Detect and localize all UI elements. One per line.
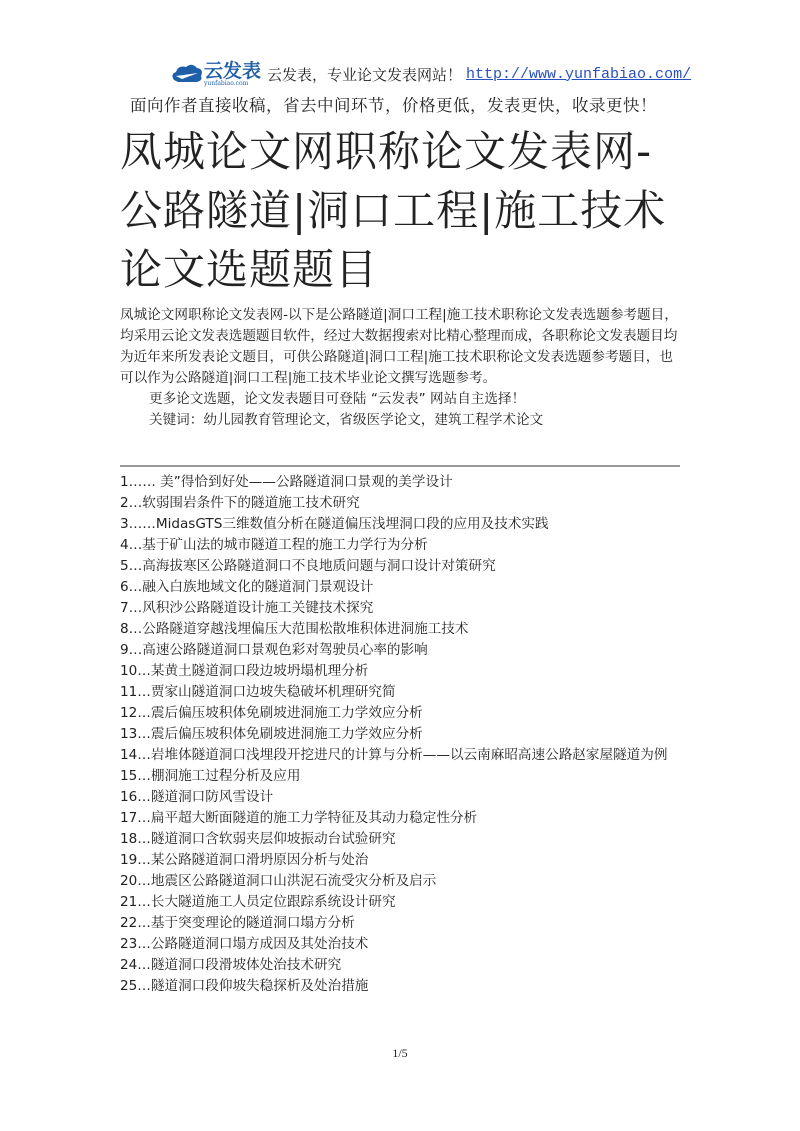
more-topics-note: 更多论文选题，论文发表题目可登陆 “云发表” 网站自主选择！ xyxy=(149,391,526,407)
list-item: 18…隧道洞口含软弱夹层仰坡振动台试验研究 xyxy=(120,831,396,847)
list-item: 6…融入白族地域文化的隧道洞门景观设计 xyxy=(120,579,374,595)
list-item: 4…基于矿山法的城市隧道工程的施工力学行为分析 xyxy=(120,537,428,553)
list-item: 25…隧道洞口段仰坡失稳探析及处治措施 xyxy=(120,978,369,994)
list-item: 12…震后偏压坡积体免刷坡进洞施工力学效应分析 xyxy=(120,705,423,721)
tagline: 云发表，专业论文发表网站！ xyxy=(267,65,463,84)
list-item: 20…地震区公路隧道洞口山洪泥石流受灾分析及启示 xyxy=(120,873,437,889)
list-item: 1…… 美”得恰到好处——公路隧道洞口景观的美学设计 xyxy=(120,474,453,490)
slogan: 面向作者直接收稿，省去中间环节，价格更低，发表更快，收录更快！ xyxy=(130,96,657,115)
yunfabiao-logo: 云发表 yunfabiao.com xyxy=(170,62,261,87)
page-number: 1/5 xyxy=(392,1046,408,1060)
document-title: 凤城论文网职称论文发表网-公路隧道|洞口工程|施工技术论文选题题目 xyxy=(120,127,667,294)
list-item: 14…岩堆体隧道洞口浅埋段开挖进尺的计算与分析——以云南麻昭高速公路赵家屋隧道为例 xyxy=(120,747,668,763)
topic-list xyxy=(120,472,685,997)
list-item: 3……MidasGTS三维数值分析在隧道偏压浅埋洞口段的应用及技术实践 xyxy=(120,516,549,532)
list-item: 15…棚洞施工过程分析及应用 xyxy=(120,768,301,784)
list-item: 13…震后偏压坡积体免刷坡进洞施工力学效应分析 xyxy=(120,726,423,742)
list-item: 22…基于突变理论的隧道洞口塌方分析 xyxy=(120,915,355,931)
divider xyxy=(120,465,680,467)
intro xyxy=(120,305,685,431)
list-item: 23…公路隧道洞口塌方成因及其处治技术 xyxy=(120,936,369,952)
list-item: 9…高速公路隧道洞口景观色彩对驾驶员心率的影响 xyxy=(120,642,428,658)
list-item: 21…长大隧道施工人员定位跟踪系统设计研究 xyxy=(120,894,396,910)
list-item: 7…风积沙公路隧道设计施工关键技术探究 xyxy=(120,600,374,616)
site-link[interactable]: http://www.yunfabiao.com/ xyxy=(466,65,692,83)
list-item: 24…隧道洞口段滑坡体处治技术研究 xyxy=(120,957,342,973)
list-item: 11…贾家山隧道洞口边坡失稳破坏机理研究简 xyxy=(120,684,396,700)
intro-paragraph: 凤城论文网职称论文发表网-以下是公路隧道|洞口工程|施工技术职称论文发表选题参考题目，均采用云论文发表选题题目软件，经过大数据搜索对比精心整理而成，各职称论文发表题目均为近年来所发表论文题目，可供公路隧道|洞口工程|施工技术职称论文发表选题参考题目，也可以作为公路隧道|洞口工程|施工技术毕业论文撰写选题参考。 xyxy=(120,307,678,386)
list-item: 19…某公路隧道洞口滑坍原因分析与处治 xyxy=(120,852,369,868)
list-item: 2…软弱围岩条件下的隧道施工技术研究 xyxy=(120,495,360,511)
list-item: 17…扁平超大断面隧道的施工力学特征及其动力稳定性分析 xyxy=(120,810,478,826)
list-item: 5…高海拔寒区公路隧道洞口不良地质问题与洞口设计对策研究 xyxy=(120,558,496,574)
list-item: 10…某黄土隧道洞口段边坡坍塌机理分析 xyxy=(120,663,369,679)
site-header xyxy=(170,60,691,88)
cloud-logo-icon xyxy=(170,62,204,86)
keywords: 关键词：幼儿园教育管理论文，省级医学论文，建筑工程学术论文 xyxy=(149,412,544,428)
list-item: 16…隧道洞口防风雪设计 xyxy=(120,789,274,805)
list-item: 8…公路隧道穿越浅埋偏压大范围松散堆积体进洞施工技术 xyxy=(120,621,469,637)
